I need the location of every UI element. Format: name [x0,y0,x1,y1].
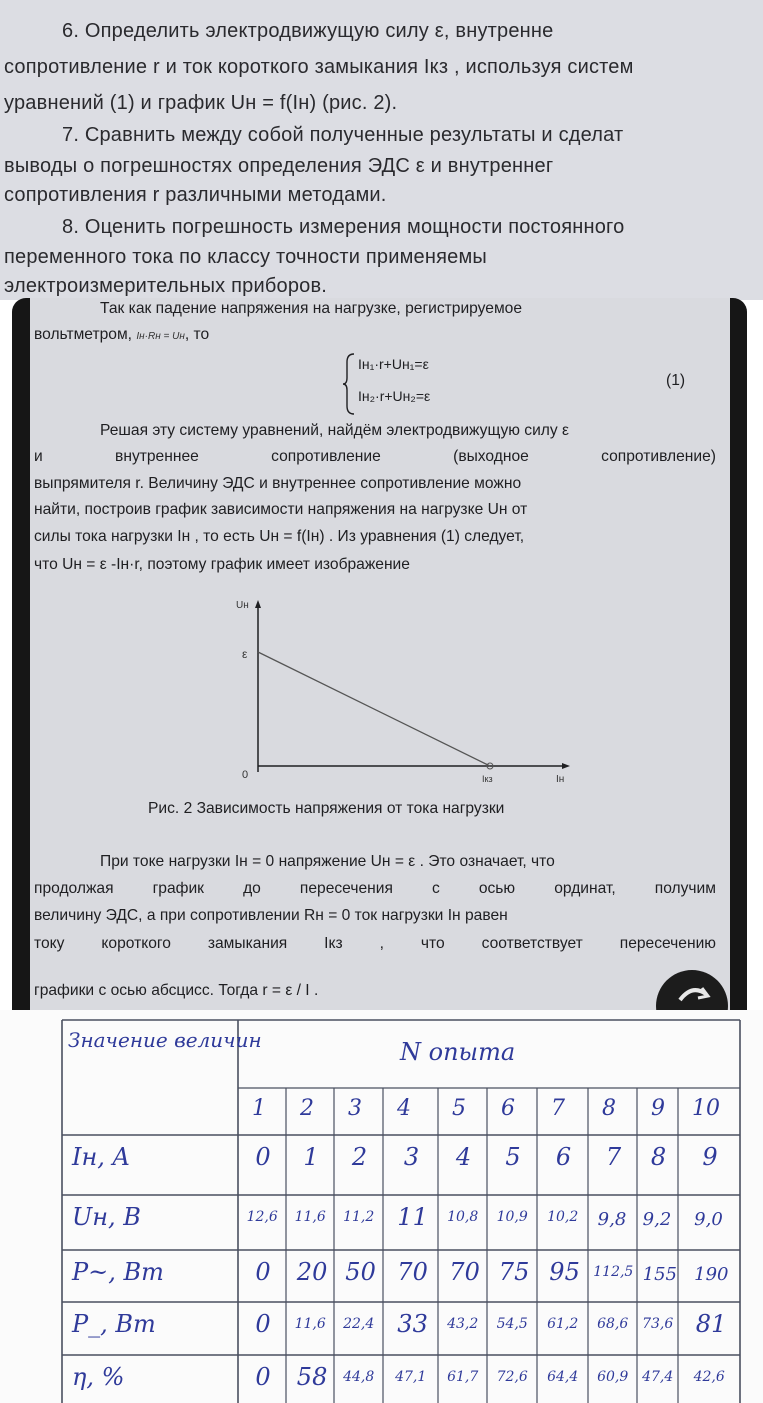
table-cell: 44,8 [343,1369,375,1385]
paragraph-line: и внутреннее сопротивление (выходное сопротивление) [34,448,716,465]
origin-label: 0 [242,769,249,781]
text-line: сопротивления r различными методами. [4,184,387,206]
table-cell: 3 [403,1143,420,1171]
table-cell: 33 [397,1310,428,1338]
table-cell: 11,6 [294,1316,326,1332]
row-label: Uн, В [72,1203,141,1231]
table-cell: 60,9 [597,1369,629,1385]
table-cell: 9,2 [642,1209,672,1230]
table-cell: 70 [449,1258,480,1286]
paragraph-line: найти, построив график зависимости напряжения на нагрузке Uн от [34,501,528,518]
column-number: 4 [397,1096,411,1121]
table-cell: 20 [296,1258,328,1286]
table-cell: 70 [397,1258,428,1286]
table-cell: 73,6 [642,1316,674,1332]
table-cell: 75 [498,1258,530,1286]
column-number: 3 [348,1096,362,1121]
table-cell: 43,2 [447,1316,479,1332]
table-cell: 68,6 [597,1316,629,1332]
table-cell: 10,8 [447,1209,479,1225]
formula: Iн·Rн = Uн [136,331,185,342]
table-cell: 95 [549,1258,580,1286]
corner-header: Значение величин [68,1028,262,1052]
voltage-line [258,652,490,766]
text-line: выводы о погрешностях определения ЭДС ε и внутреннег [4,155,554,177]
x-axis-label: Iн [556,774,565,785]
column-number: 2 [300,1096,314,1121]
group-header: N опыта [400,1038,516,1066]
text-line: 7. Сравнить между собой полученные результаты и сделат [62,124,624,146]
table-cell: 72,6 [496,1369,528,1385]
paragraph-line: величину ЭДС, а при сопротивлении Rн = 0 ток нагрузки Iн равен [34,907,508,924]
table-cell: 10,2 [547,1209,579,1225]
equation-number: (1) [666,372,686,389]
column-number: 1 [252,1096,266,1121]
paragraph-line: выпрямителя r. Величину ЭДС и внутреннее сопротивление можно [34,475,522,492]
table-cell: 7 [605,1143,622,1171]
row-label: P~, Вт [72,1258,164,1286]
table-cell: 12,6 [246,1209,278,1225]
table-cell: 9,0 [694,1209,723,1230]
paragraph-line: При токе нагрузки Iн = 0 напряжение Uн = ε . Это означает, что [100,853,555,870]
text-line: переменного тока по классу точности применяемы [4,246,487,268]
table-cell: 54,5 [496,1316,528,1332]
text-line: 6. Определить электродвижущую силу ε, внутренне [62,20,554,42]
table-cell: 0 [255,1258,271,1286]
paragraph-line [34,326,209,344]
text-line: сопротивление r и ток короткого замыкания Iкз , используя систем [4,56,634,78]
table-cell: 81 [695,1310,727,1338]
paragraph-line: току короткого замыкания Iкз , что соответствует пересечению [34,935,716,952]
text-line: уравнений (1) и график Uн = f(Iн) (рис. 2). [4,92,398,114]
paragraph-line: Так как падение напряжения на нагрузке, регистрируемое [100,300,523,317]
text-line: 8. Оценить погрешность измерения мощности постоянного [62,216,625,238]
paragraph-line: силы тока нагрузки Iн , то есть Uн = f(Iн) . Из уравнения (1) следует, [34,528,525,545]
table-cell: 61,2 [547,1316,579,1332]
table-cell: 61,7 [447,1369,479,1385]
paragraph-line: что Uн = ε -Iн·r, поэтому график имеет изображение [34,556,410,573]
table-cell: 11,6 [294,1209,326,1225]
handwritten-results-table [0,1010,763,1403]
column-number: 8 [602,1096,616,1121]
table-cell: 112,5 [593,1264,634,1280]
epsilon-label: ε [242,647,248,661]
figure-caption: Рис. 2 Зависимость напряжения от тока нагрузки [148,800,505,817]
embedded-textbook-page [30,298,730,1010]
table-cell: 9 [702,1143,718,1171]
row-label: η, % [72,1363,125,1391]
table-cell: 4 [455,1143,472,1171]
table-cell: 50 [345,1258,376,1286]
column-number: 9 [651,1096,665,1121]
y-axis-label: Uн [236,600,249,611]
column-number: 7 [551,1096,565,1121]
table-cell: 9,8 [597,1209,627,1230]
table-cell: 0 [255,1310,271,1338]
voltage-current-graph [220,596,600,786]
text-fragment: вольтметром, [34,326,133,343]
table-cell: 2 [351,1143,368,1171]
paragraph-line: продолжая график до пересечения с осью ординат, получим [34,880,716,897]
equation: Iн₂·r+Uн₂=ε [358,388,431,404]
table-cell: 11,2 [343,1209,375,1225]
share-icon [656,970,728,1010]
column-number: 6 [501,1096,515,1121]
equation: Iн₁·r+Uн₁=ε [358,356,429,372]
table-cell: 0 [255,1143,271,1171]
table-cell: 10,9 [496,1209,528,1225]
table-cell: 6 [555,1143,572,1171]
table-cell: 155 [642,1264,677,1285]
table-cell: 5 [505,1143,521,1171]
table-cell: 58 [296,1363,328,1391]
table-cell: 11 [397,1203,428,1231]
table-cell: 47,1 [395,1369,427,1385]
text-fragment: , то [184,326,210,343]
table-cell: 0 [255,1363,271,1391]
column-number: 10 [692,1096,720,1121]
table-cell: 190 [694,1264,729,1285]
table-cell: 1 [303,1143,319,1171]
table-cell: 64,4 [547,1369,579,1385]
textbook-page-top [0,0,763,300]
paragraph-line: графики с осью абсцисс. Тогда r = ε / I . [34,982,319,999]
column-number: 5 [452,1096,466,1121]
table-cell: 8 [650,1143,667,1171]
table-cell: 42,6 [693,1369,725,1385]
paragraph-line: Решая эту систему уравнений, найдём электродвижущую силу ε [100,422,569,439]
table-cell: 47,4 [642,1369,674,1385]
table-cell: 22,4 [343,1316,375,1332]
row-label: Iн, A [72,1143,130,1171]
row-label: P_, Вт [72,1310,156,1338]
text-line: электроизмерительных приборов. [4,275,328,297]
curly-brace-icon [342,352,356,416]
ikz-label: Iкз [482,774,493,784]
equation-system [342,352,462,416]
